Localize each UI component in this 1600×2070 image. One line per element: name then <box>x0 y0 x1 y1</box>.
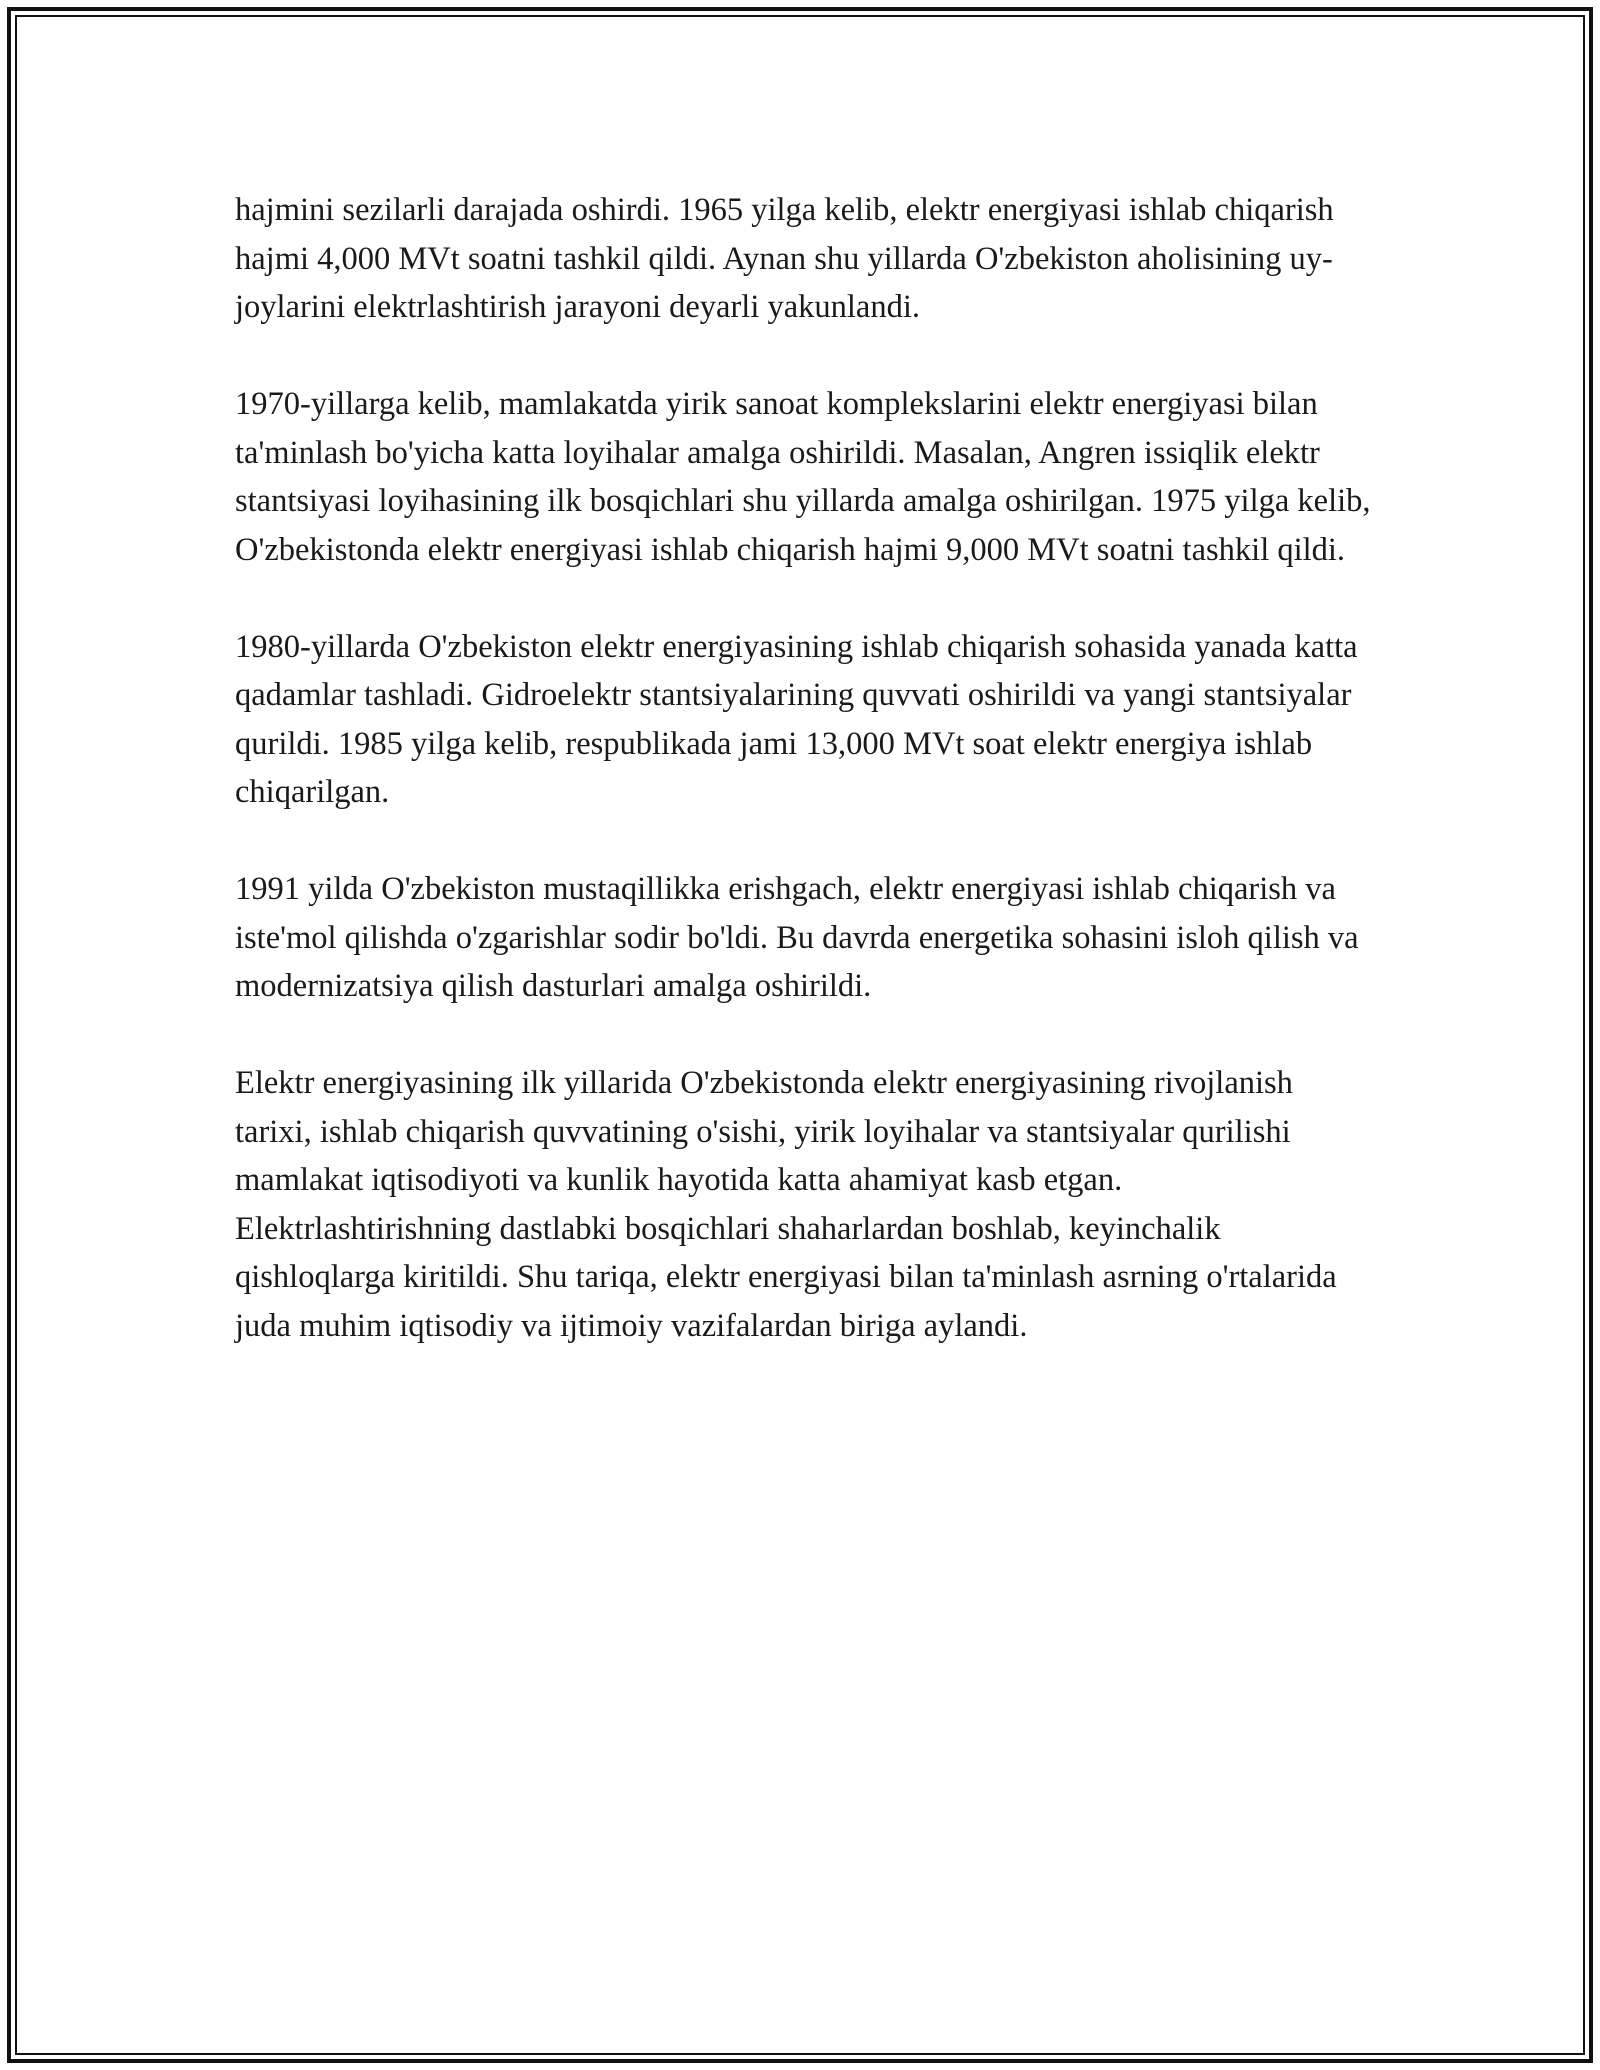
paragraph-4: 1991 yilda O'zbekiston mustaqillikka erishgach, elektr energiyasi ishlab chiqarish va iste'mol qilishda o'zgarishlar sodir bo'ldi. Bu davrda energetika sohasini isloh qilish va modernizatsiya qilish dasturlari amalga oshirildi. <box>235 871 1359 1004</box>
paragraph-1: hajmini sezilarli darajada oshirdi. 1965 yilga kelib, elektr energiyasi ishlab chiqarish hajmi 4,000 MVt soatni tashkil qildi. Aynan shu yillarda O'zbekiston aholisining uy-joylarini elektrlashtirish jarayoni deyarli yakunlandi. <box>235 192 1334 325</box>
document-body <box>235 186 1375 1399</box>
paragraph-2: 1970-yillarga kelib, mamlakatda yirik sanoat komplekslarini elektr energiyasi bilan ta'minlash bo'yicha katta loyihalar amalga oshirildi. Masalan, Angren issiqlik elektr stantsiyasi loyihasining ilk bosqichlari shu yillarda amalga oshirilgan. 1975 yilga kelib, O'zbekistonda elektr energiyasi ishlab chiqarish hajmi 9,000 MVt soatni tashkil qildi. <box>235 386 1371 568</box>
paragraph-5: Elektr energiyasining ilk yillarida O'zbekistonda elektr energiyasining rivojlanish tarixi, ishlab chiqarish quvvatining o'sishi, yirik loyihalar va stantsiyalar qurilishi mamlakat iqtisodiyoti va kunlik hayotida katta ahamiyat kasb etgan. Elektrlashtirishning dastlabki bosqichlari shaharlardan boshlab, keyinchalik qishloqlarga kiritildi. Shu tariqa, elektr energiyasi bilan ta'minlash asrning o'rtalarida juda muhim iqtisodiy va ijtimoiy vazifalardan biriga aylandi. <box>235 1065 1337 1344</box>
paragraph-3: 1980-yillarda O'zbekiston elektr energiyasining ishlab chiqarish sohasida yanada katta qadamlar tashladi. Gidroelektr stantsiyalarining quvvati oshirildi va yangi stantsiyalar qurildi. 1985 yilga kelib, respublikada jami 13,000 MVt soat elektr energiya ishlab chiqarilgan. <box>235 628 1358 810</box>
